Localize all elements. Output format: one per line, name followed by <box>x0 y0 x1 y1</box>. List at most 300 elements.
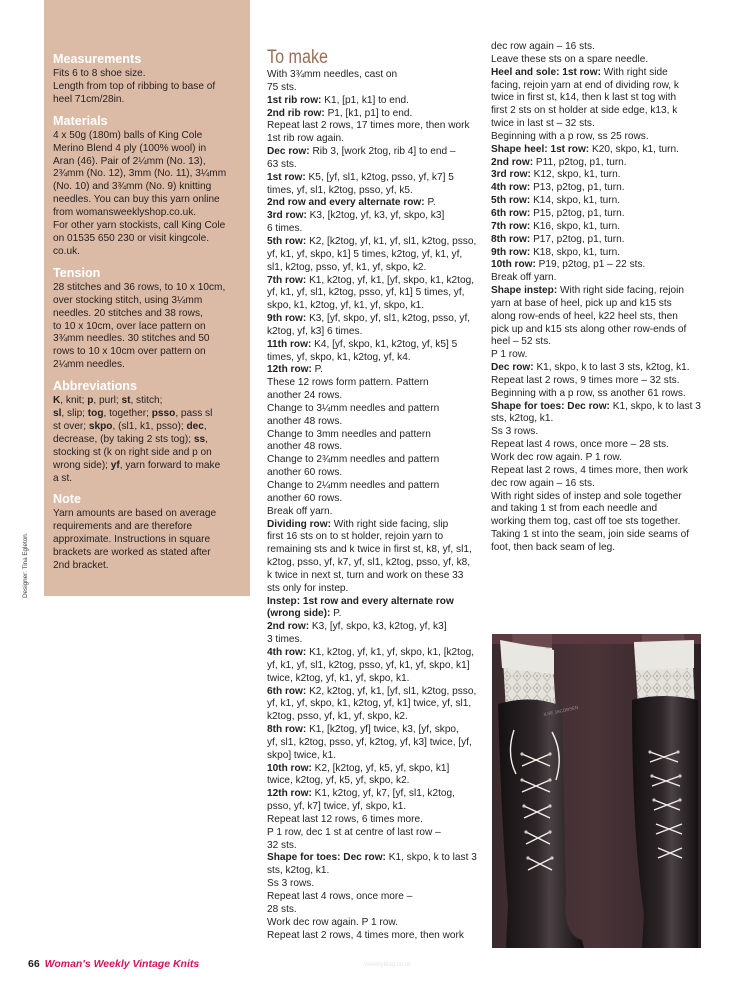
materials-line: co.uk. <box>53 245 80 257</box>
text-run: k2tog, yf, k3] 6 times. <box>267 325 363 337</box>
text-run: heel – 52 sts. <box>491 336 552 348</box>
instruction-line <box>491 362 703 375</box>
tension-heading: Tension <box>53 265 101 280</box>
text-run: stocking st (k on right side and p on <box>53 446 212 458</box>
bold-run: 7th row: <box>267 274 310 286</box>
instruction-line <box>491 375 703 388</box>
text-run: Leave these sts on a spare needle. <box>491 53 649 65</box>
abbreviations-line <box>53 408 242 421</box>
instruction-line <box>491 195 703 208</box>
text-run: 32 sts. <box>267 839 297 851</box>
text-run: , <box>203 420 207 432</box>
instruction-line <box>267 608 485 621</box>
instruction-line <box>267 403 485 416</box>
text-run: sl1, k2tog, psso, yf, k1, yf, skpo, k2. <box>267 261 427 273</box>
text-run: psso, yf, k7] twice, yf, skpo, k1. <box>267 801 407 813</box>
abbreviations-text <box>53 395 242 485</box>
text-run: Work dec row again. P 1 row. <box>267 916 398 928</box>
materials-line: 4 x 50g (180m) balls of King Cole <box>53 129 203 141</box>
instruction-line <box>267 236 485 249</box>
instructions-column-2 <box>491 41 703 555</box>
text-run: twice in first st, k14, then k last st tog with <box>491 92 677 104</box>
note-text <box>53 508 242 573</box>
bold-run: (wrong side): <box>267 608 334 620</box>
instruction-line <box>267 904 485 917</box>
text-run: P19, p2tog, p1 – 22 sts. <box>538 259 646 271</box>
instruction-line <box>267 326 485 339</box>
instruction-line <box>267 930 485 943</box>
tension-line: 2¼mm needles. <box>53 359 125 371</box>
bold-run: Shape instep: <box>491 285 560 297</box>
text-run: Repeat last 2 rows, 9 times more – 32 sts. <box>491 374 680 386</box>
text-run: , knit; <box>60 395 88 407</box>
instruction-line <box>491 491 703 504</box>
bold-run: 10th row: <box>491 259 539 271</box>
instruction-line <box>267 377 485 390</box>
bold-run: sl <box>53 408 62 420</box>
instruction-line <box>267 840 485 853</box>
instruction-line <box>491 349 703 362</box>
instruction-line <box>267 519 485 532</box>
text-run: P. <box>427 197 436 209</box>
instruction-line <box>491 324 703 337</box>
instruction-line <box>267 441 485 454</box>
bold-run: 5th row: <box>267 235 310 247</box>
instruction-line <box>491 516 703 529</box>
instruction-line <box>491 503 703 516</box>
instruction-line <box>491 92 703 105</box>
text-run: st over; <box>53 420 89 432</box>
text-run: 28 sts. <box>267 903 297 915</box>
text-run: With right side facing, rejoin <box>560 285 684 297</box>
abbreviations-line <box>53 460 242 473</box>
text-run: yf, k1, yf, sl1, k2tog, psso, yf, k1] 5 times, yf, <box>267 287 465 299</box>
text-run: K3, [yf, skpo, yf, sl1, k2tog, psso, yf, <box>309 313 471 325</box>
text-run: Change to 2¾mm needles and pattern <box>267 454 440 466</box>
boot-brand-text: ILSE JACOBSEN <box>543 704 579 717</box>
materials-line: needles. You can buy this yarn online <box>53 194 220 206</box>
bold-run: Shape for toes: Dec row: <box>267 852 389 864</box>
materials-line: on 01535 650 230 or visit kingcole. <box>53 232 209 244</box>
instruction-line <box>267 69 485 82</box>
instruction-line <box>491 182 703 195</box>
bold-run: Dec row: <box>267 146 313 158</box>
materials-heading: Materials <box>53 113 108 128</box>
instruction-line <box>267 531 485 544</box>
instruction-line <box>267 480 485 493</box>
instruction-line <box>267 262 485 275</box>
note-line: approximate. Instructions in square <box>53 534 211 546</box>
text-run: Taking 1 st into the seam, join side seams of <box>491 529 690 541</box>
bold-run: ss <box>193 433 206 445</box>
instruction-line <box>491 234 703 247</box>
text-run: Change to 3¼mm needles and pattern <box>267 402 440 414</box>
instruction-line <box>267 673 485 686</box>
bold-run: K <box>53 395 61 407</box>
instruction-line <box>267 711 485 724</box>
materials-line: 2¾mm (No. 12), 3mm (No. 11), 3¼mm <box>53 168 227 180</box>
instruction-line <box>267 185 485 198</box>
bold-run: 2nd row: <box>267 621 312 633</box>
bold-run: 8th row: <box>267 724 310 736</box>
text-run: working them tog, cast off toe sts together. <box>491 516 681 528</box>
bold-run: st <box>121 395 131 407</box>
instruction-line <box>491 285 703 298</box>
instruction-line <box>491 452 703 465</box>
instruction-line <box>491 426 703 439</box>
text-run: Break off yarn. <box>491 272 557 284</box>
text-run: remaining sts and k twice in first st, k8, yf, sl1, <box>267 544 472 556</box>
text-run: With right side <box>603 66 668 78</box>
instruction-line <box>267 275 485 288</box>
instructions-column-1 <box>267 44 485 942</box>
text-run: Ss 3 rows. <box>491 426 539 438</box>
instruction-line <box>491 67 703 80</box>
text-run: yarn at base of heel, pick up and k15 sts <box>491 297 672 309</box>
bold-run: skpo <box>88 420 113 432</box>
bold-run: 1st rib row: <box>267 94 325 106</box>
materials-line: from womansweeklyshop.co.uk. <box>53 207 197 219</box>
instruction-line <box>267 313 485 326</box>
text-run: , together; <box>103 408 152 420</box>
text-run: K1, skpo, k to last 3 sts, k2tog, k1. <box>536 362 690 374</box>
text-run: facing, rejoin yarn at end of dividing row, k <box>491 79 679 91</box>
materials-line: Aran (46). Pair of 2¼mm (No. 13), <box>53 155 206 167</box>
instruction-line <box>267 827 485 840</box>
text-run: K2, k2tog, yf, k1, [yf, sl1, k2tog, psso, <box>309 685 477 697</box>
text-run: Repeat last 2 rows, 17 times more, then work <box>267 120 470 132</box>
bold-run: Dividing row: <box>267 518 334 530</box>
instruction-line <box>267 570 485 583</box>
instruction-line <box>267 467 485 480</box>
instruction-line <box>267 686 485 699</box>
text-run: , (sl1, k1, psso); <box>112 420 187 432</box>
footer-website: WeeklyMag.co.uk <box>364 962 412 968</box>
bold-run: 1st row: <box>267 171 309 183</box>
instruction-line <box>267 763 485 776</box>
text-run: P17, p2tog, p1, turn. <box>533 233 625 245</box>
instruction-line <box>267 647 485 660</box>
text-run: skpo, k1, k2tog, yf, k1, yf, skpo, k1. <box>267 300 425 312</box>
text-run: 75 sts. <box>267 81 297 93</box>
text-run: K18, skpo, k1, turn. <box>533 246 621 258</box>
instruction-line <box>267 172 485 185</box>
bold-run: 7th row: <box>491 220 534 232</box>
text-run: K1, [p1, k1] to end. <box>324 94 409 106</box>
text-run: another 24 rows. <box>267 390 343 402</box>
bold-run: 4th row: <box>491 182 534 194</box>
section-title: To make <box>267 47 329 68</box>
bold-run: 6th row: <box>491 207 534 219</box>
text-run: K3, [k2tog, yf, k3, yf, skpo, k3] <box>309 210 445 222</box>
instruction-line <box>267 660 485 673</box>
text-run: K3, [yf, skpo, k3, k2tog, yf, k3] <box>311 621 447 633</box>
instruction-line <box>267 390 485 403</box>
instruction-line <box>491 131 703 144</box>
abbreviations-line <box>53 421 242 434</box>
text-run: Repeat last 2 rows, 4 times more, then work <box>267 929 464 941</box>
instruction-line <box>267 544 485 557</box>
instruction-line <box>267 287 485 300</box>
instruction-line <box>491 413 703 426</box>
instruction-line <box>491 401 703 414</box>
text-run: a st. <box>53 472 73 484</box>
tension-line: 28 stitches and 36 rows, to 10 x 10cm, <box>53 281 226 293</box>
abbreviations-line <box>53 395 242 408</box>
instruction-line <box>491 247 703 260</box>
text-run: Beginning with a p row, ss another 61 rows. <box>491 387 686 399</box>
instruction-line <box>267 159 485 172</box>
measurements-heading: Measurements <box>53 52 142 66</box>
bold-run: Dec row: <box>491 362 537 374</box>
text-run: P13, p2tog, p1, turn. <box>533 182 625 194</box>
instruction-line <box>267 891 485 904</box>
text-run: K1, k2tog, yf, k1, [yf, skpo, k1, k2tog, <box>309 274 475 286</box>
designer-credit-text: Designer: Tina Egleton. <box>22 532 29 598</box>
instruction-line <box>491 298 703 311</box>
text-run: Change to 3mm needles and pattern <box>267 428 431 440</box>
instruction-line <box>267 300 485 313</box>
text-run: dec row again – 16 sts. <box>491 477 595 489</box>
bold-run: 11th row: <box>267 338 315 350</box>
bold-run: yf <box>110 459 120 471</box>
instruction-line <box>491 259 703 272</box>
text-run: , purl; <box>93 395 122 407</box>
note-heading: Note <box>53 492 81 507</box>
text-run: , pass sl <box>175 408 213 420</box>
page-number: 66 <box>28 958 40 970</box>
text-run: 3 times. <box>267 634 303 646</box>
text-run: P. <box>333 608 342 620</box>
bold-run: tog <box>87 408 104 420</box>
bold-run: 2nd row: <box>491 156 536 168</box>
bold-run: 5th row: <box>491 195 534 207</box>
text-run: along row-ends of heel, k22 heel sts, then <box>491 310 678 322</box>
tension-line: 3¾mm needles. 30 stitches and 50 <box>53 333 210 345</box>
instruction-line <box>267 775 485 788</box>
text-run: another 48 rows. <box>267 441 343 453</box>
text-run: With right side facing, slip <box>333 518 449 530</box>
bold-run: 4th row: <box>267 646 310 658</box>
instruction-line <box>267 249 485 262</box>
note-line: brackets are worked as stated after <box>53 547 211 559</box>
instruction-line <box>267 210 485 223</box>
instruction-line <box>491 272 703 285</box>
bold-run: 9th row: <box>267 313 310 325</box>
instruction-line <box>267 429 485 442</box>
text-run: K2, [k2tog, yf, k1, yf, sl1, k2tog, psso, <box>309 235 477 247</box>
instruction-line <box>491 221 703 234</box>
instruction-line <box>267 223 485 236</box>
instruction-line <box>491 336 703 349</box>
text-run: another 48 rows. <box>267 415 343 427</box>
text-run: Ss 3 rows. <box>267 878 315 890</box>
text-run: 1st rib row again. <box>267 133 344 145</box>
bold-run: p <box>87 395 94 407</box>
instruction-line <box>267 95 485 108</box>
instruction-line <box>491 388 703 401</box>
bold-run: 12th row: <box>267 788 315 800</box>
text-run: K1, k2tog, yf, k1, yf, skpo, k1, [k2tog, <box>309 646 475 658</box>
instruction-line <box>267 583 485 596</box>
abbreviations-line <box>53 434 242 447</box>
text-run: Repeat last 4 rows, once more – 28 sts. <box>491 439 669 451</box>
text-run: K4, [yf, skpo, k1, k2tog, yf, k5] 5 <box>314 338 458 350</box>
instruction-line <box>491 311 703 324</box>
instruction-line <box>267 197 485 210</box>
instruction-line <box>267 852 485 865</box>
note-line: Yarn amounts are based on average <box>53 508 217 520</box>
bold-run: 3rd row: <box>267 210 310 222</box>
abbreviations-line <box>53 473 242 486</box>
measurements-text <box>53 68 242 107</box>
text-run: k twice in next st, turn and work on these 33 <box>267 569 464 581</box>
text-run: K2, [k2tog, yf, k5, yf, skpo, k1] <box>314 762 450 774</box>
text-run: P 1 row. <box>491 349 528 361</box>
instruction-line <box>267 506 485 519</box>
text-run: sts only for instep. <box>267 582 349 594</box>
measurements-line: heel 71cm/28in. <box>53 93 125 105</box>
instruction-line <box>491 118 703 131</box>
text-run: Repeat last 4 rows, once more – <box>267 891 413 902</box>
abbreviations-line <box>53 447 242 460</box>
instruction-line <box>267 493 485 506</box>
text-run: K5, [yf, sl1, k2tog, psso, yf, k7] 5 <box>308 171 454 183</box>
text-run: P1, [k1, p1] to end. <box>327 107 413 119</box>
text-run: P15, p2tog, p1, turn. <box>533 207 625 219</box>
bold-run: dec <box>186 420 204 432</box>
text-run: , stitch; <box>130 395 163 407</box>
instruction-line <box>491 80 703 93</box>
product-photo <box>492 634 701 948</box>
instruction-line <box>491 157 703 170</box>
instruction-line <box>491 54 703 67</box>
instruction-line <box>267 724 485 737</box>
text-run: K1, skpo, k to last 3 <box>388 852 477 864</box>
text-run: yf, sl1, k2tog, psso, yf, k2tog, yf, k3] twice, [yf, <box>267 736 472 748</box>
instruction-line <box>491 169 703 182</box>
info-sidebar <box>44 0 250 596</box>
note-line: requirements and are therefore <box>53 521 193 533</box>
instruction-line <box>267 339 485 352</box>
text-run: k2tog, psso, yf, k7, yf, sl1, k2tog, psso, yf, k8, <box>267 557 471 569</box>
instruction-line <box>491 105 703 118</box>
tension-line: rows to 10 x 10cm over pattern on <box>53 346 206 358</box>
text-run: , slip; <box>61 408 88 420</box>
text-run: Repeat last 12 rows, 6 times more. <box>267 813 423 825</box>
text-run: sts, k2tog, k1. <box>267 865 330 877</box>
text-run: sts, k2tog, k1. <box>491 413 554 425</box>
text-run: wrong side); <box>53 459 111 471</box>
instruction-line <box>267 865 485 878</box>
instruction-line <box>267 133 485 146</box>
bold-run: psso <box>151 408 176 420</box>
materials-line: (No. 10) and 3¾mm (No. 9) knitting <box>53 181 212 193</box>
instruction-line <box>267 788 485 801</box>
abbreviations-heading: Abbreviations <box>53 379 137 394</box>
materials-text <box>53 130 242 259</box>
text-run: K20, skpo, k1, turn. <box>591 143 679 155</box>
text-run: dec row again – 16 sts. <box>491 41 595 52</box>
text-run: twice in last st – 32 sts. <box>491 118 595 130</box>
tension-line: over stocking stitch, using 3¼mm <box>53 294 203 306</box>
instruction-line <box>267 750 485 763</box>
instruction-line <box>267 146 485 159</box>
materials-line: For other yarn stockists, call King Cole <box>53 220 226 232</box>
bold-run: 12th row: <box>267 364 315 376</box>
magazine-title: Woman's Weekly Vintage Knits <box>44 958 200 970</box>
text-run: pick up and k15 sts along other row-ends of <box>491 323 687 335</box>
measurements-line: Length from top of ribbing to base of <box>53 80 216 92</box>
text-run: K14, skpo, k1, turn. <box>533 195 621 207</box>
instruction-line <box>267 801 485 814</box>
tension-text <box>53 282 242 372</box>
page-footer <box>28 958 199 970</box>
measurements-line: Fits 6 to 8 shoe size. <box>53 68 146 79</box>
text-run: 6 times. <box>267 223 303 235</box>
instruction-line <box>267 814 485 827</box>
instruction-line <box>267 621 485 634</box>
tension-line: needles. 20 stitches and 38 rows, <box>53 307 203 319</box>
text-run: With 3¾mm needles, cast on <box>267 69 398 80</box>
bold-run: Heel and sole: 1st row: <box>491 66 604 78</box>
instruction-line <box>267 82 485 95</box>
bold-run: 2nd rib row: <box>267 107 328 119</box>
text-run: Rib 3, [work 2tog, rib 4] to end – <box>312 146 456 158</box>
text-run: another 60 rows. <box>267 492 343 504</box>
instruction-line <box>491 542 703 555</box>
bold-run: 10th row: <box>267 762 315 774</box>
instruction-line <box>267 454 485 467</box>
instruction-line <box>491 439 703 452</box>
text-run: P11, p2tog, p1, turn. <box>535 156 627 168</box>
text-run: Work dec row again. P 1 row. <box>491 452 622 463</box>
text-run: K1, k2tog, yf, k7, [yf, sl1, k2tog, <box>314 788 455 800</box>
instruction-line <box>267 917 485 930</box>
designer-credit <box>22 528 32 598</box>
tension-line: to 10 x 10cm, over lace pattern on <box>53 320 206 332</box>
text-run: K16, skpo, k1, turn. <box>533 220 621 232</box>
instruction-line <box>267 108 485 121</box>
text-run: Repeat last 2 rows, 4 times more, then work <box>491 464 688 476</box>
instruction-line <box>491 41 703 54</box>
text-run: K1, [k2tog, yf] twice, k3, [yf, skpo, <box>309 724 459 736</box>
text-run: Break off yarn. <box>267 505 333 517</box>
bold-run: Shape for toes: Dec row: <box>491 400 613 412</box>
text-run: With right sides of instep and sole together <box>491 490 682 502</box>
text-run: twice, k2tog, yf, k1, yf, skpo, k1. <box>267 672 410 684</box>
text-run: yf, k1, yf, skpo, k1] 5 times, k2tog, yf, k1, yf, <box>267 248 463 260</box>
text-run: Change to 2¼mm needles and pattern <box>267 480 440 491</box>
text-run: P. <box>314 364 323 376</box>
instruction-line <box>267 634 485 647</box>
instruction-line <box>267 416 485 429</box>
materials-line: Merino Blend 4 ply (100% wool) in <box>53 142 207 154</box>
text-run: P 1 row, dec 1 st at centre of last row – <box>267 826 441 838</box>
instruction-line <box>267 737 485 750</box>
instruction-line <box>267 352 485 365</box>
text-run: K12, skpo, k1, turn. <box>533 169 621 181</box>
instruction-line <box>491 144 703 157</box>
text-run: These 12 rows form pattern. Pattern <box>267 377 429 389</box>
bold-run: 2nd row and every alternate row: <box>267 197 428 209</box>
bold-run: 6th row: <box>267 685 310 697</box>
text-run: Beginning with a p row, ss 25 rows. <box>491 130 649 142</box>
bold-run: 8th row: <box>491 233 534 245</box>
text-run: k2tog, psso, yf, k1, yf, skpo, k2. <box>267 711 408 723</box>
text-run: yf, k1, yf, skpo, k1, k2tog, yf, k1] twice, yf, sl1, <box>267 698 472 710</box>
instruction-line <box>267 596 485 609</box>
